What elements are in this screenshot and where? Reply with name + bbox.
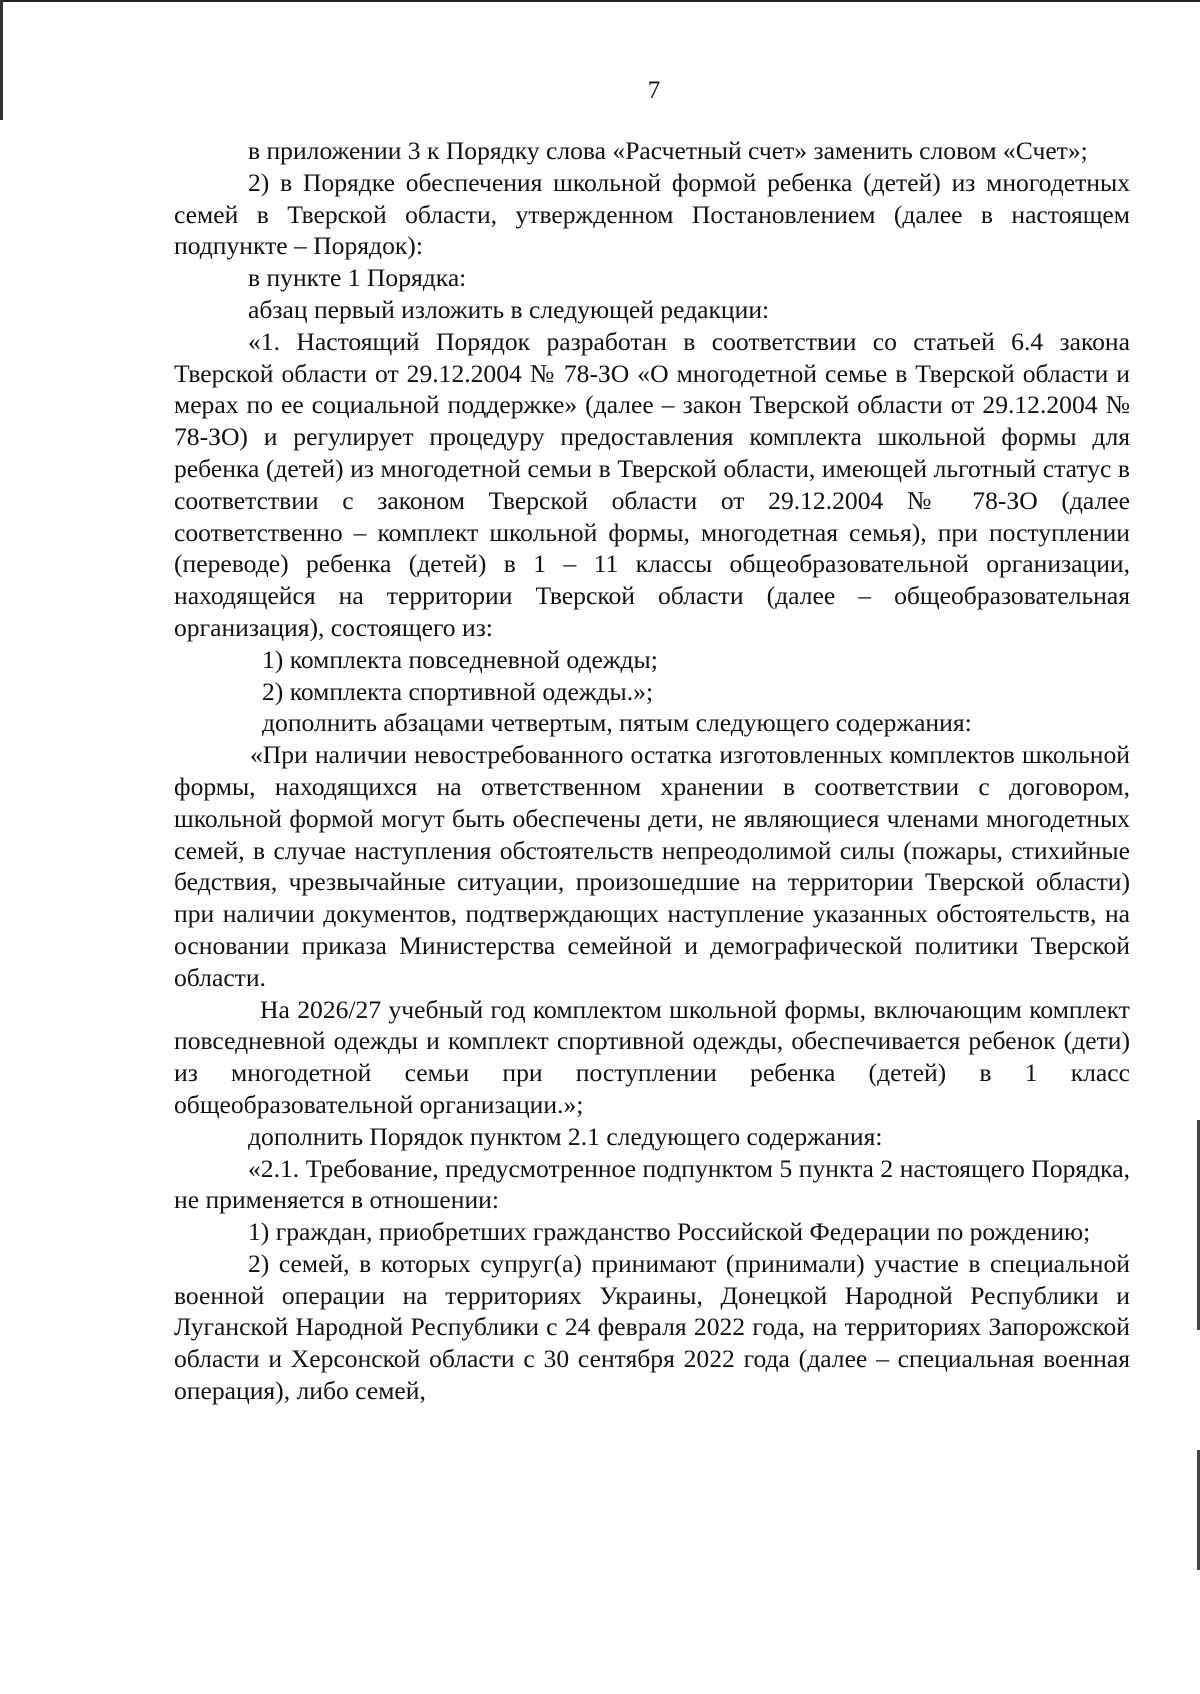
paragraph: в пункте 1 Порядка:: [248, 263, 467, 293]
list-item: 1) комплекта повседневной одежды;: [262, 644, 658, 674]
paragraph: дополнить абзацами четвертым, пятым следующего содержания:: [262, 708, 972, 738]
paragraph: 2) в Порядке обеспечения школьной формой ребенка (детей) из многодетных семей в Тверской области, утвержденном Постановлением (далее в настоящем подпункте – Порядок):: [174, 167, 1130, 261]
document-body: [174, 135, 1130, 1407]
paragraph: дополнить Порядок пунктом 2.1 следующего содержания:: [248, 1121, 883, 1151]
scan-top-edge: [0, 0, 1200, 2]
page-number: 7: [647, 77, 661, 104]
list-item: 2) семей, в которых супруг(а) принимают (принимали) участие в специальной военной операции на территориях Украины, Донецкой Народной Республики и Луганской Народной Республики с 24 февраля 2022 года, на территориях Запорожской области и Херсонской области с 30 сентября 2022 года (далее – специальная военная операция), либо семей,: [174, 1248, 1130, 1406]
quoted-paragraph: «1. Настоящий Порядок разработан в соответствии со статьей 6.4 закона Тверской области от 29.12.2004 № 78-ЗО «О многодетной семье в Тверской области и мерах по ее социальной поддержке» (далее – закон Тверской области от 29.12.2004 № 78-ЗО) и регулирует процедуру предоставления комплекта школьной формы для ребенка (детей) из многодетной семьи в Тверской области, имеющей льготный статус в соответствии с законом Тверской области от 29.12.2004 № 78-ЗО (далее соответственно – комплект школьной формы, многодетная семья), при поступлении (переводе) ребенка (детей) в 1 – 11 классы общеобразовательной организации, находящейся на территории Тверской области (далее – общеобразовательная организация), состоящего из:: [174, 326, 1130, 642]
quoted-paragraph: «2.1. Требование, предусмотренное подпунктом 5 пункта 2 настоящего Порядка, не применяется в отношении:: [174, 1153, 1130, 1215]
paragraph: абзац первый изложить в следующей редакции:: [248, 294, 770, 324]
quoted-paragraph: «При наличии невостребованного остатка изготовленных комплектов школьной формы, находящихся на ответственном хранении в соответствии с договором, школьной формой могут быть обеспечены дети, не являющиеся членами многодетных семей, в случае наступления обстоятельств непреодолимой силы (пожары, стихийные бедствия, чрезвычайные ситуации, произошедшие на территории Тверской области) при наличии документов, подтверждающих наступление указанных обстоятельств, на основании приказа Министерства семейной и демографической политики Тверской области.: [174, 740, 1130, 992]
paragraph: На 2026/27 учебный год комплектом школьной формы, включающим комплект повседневной одежды и комплект спортивной одежды, обеспечивается ребенок (дети) из многодетной семьи при поступлении ребенка (детей) в 1 класс общеобразовательной организации.»;: [174, 994, 1130, 1119]
paragraph: в приложении 3 к Порядку слова «Расчетный счет» заменить словом «Счет»;: [248, 136, 1088, 165]
list-item: 1) граждан, приобретших гражданство Российской Федерации по рождению;: [248, 1217, 1091, 1247]
list-item: 2) комплекта спортивной одежды.»;: [262, 676, 654, 706]
